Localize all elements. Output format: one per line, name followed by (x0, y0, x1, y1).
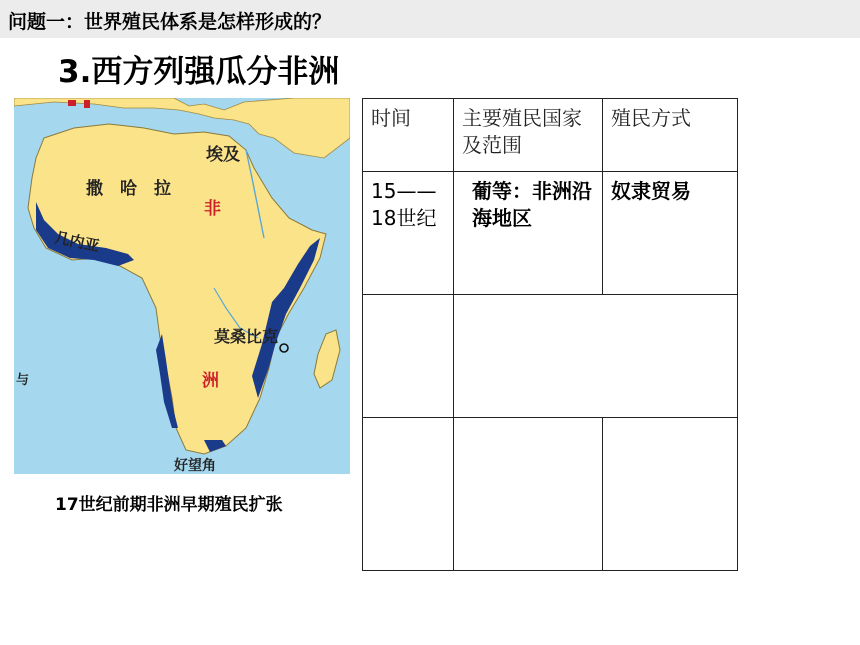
label-sahara: 撒 哈 拉 (86, 179, 171, 199)
label-africa-bottom: 洲 (202, 371, 219, 391)
table-header-row (363, 99, 738, 172)
cell-method: 奴隶贸易 (603, 172, 738, 295)
label-africa-top: 非 (204, 199, 221, 219)
cell-method (603, 418, 738, 571)
label-mozambique: 莫桑比克 (214, 327, 279, 346)
table-row (363, 418, 738, 571)
cell-country-scope (454, 418, 603, 571)
header-method: 殖民方式 (603, 99, 738, 172)
africa-map-svg (14, 98, 350, 474)
label-guinea: 几内亚 (53, 228, 101, 256)
header-bar (0, 0, 860, 38)
label-edge-char: 与 (16, 373, 30, 388)
slide-title: 3.西方列强瓜分非洲 (58, 54, 340, 90)
label-egypt: 埃及 (206, 145, 240, 165)
table-row (363, 172, 738, 295)
header-country-scope: 主要殖民国家及范围 (454, 99, 603, 172)
label-cape: 好望角 (174, 458, 216, 474)
header-time: 时间 (363, 99, 454, 172)
cell-country-scope-method (454, 295, 738, 418)
cell-time (363, 295, 454, 418)
cell-time (363, 418, 454, 571)
colonial-table (362, 98, 738, 571)
map-caption: 17世纪前期非洲早期殖民扩张 (55, 495, 283, 515)
map-marker (68, 100, 76, 106)
cell-country-scope: 葡等：非洲沿海地区 (454, 172, 603, 295)
cell-time: 15——18世纪 (363, 172, 454, 295)
question-heading: 问题一：世界殖民体系是怎样形成的？ (8, 11, 332, 33)
map-marker (84, 100, 90, 108)
africa-map (14, 98, 350, 474)
table-row (363, 295, 738, 418)
